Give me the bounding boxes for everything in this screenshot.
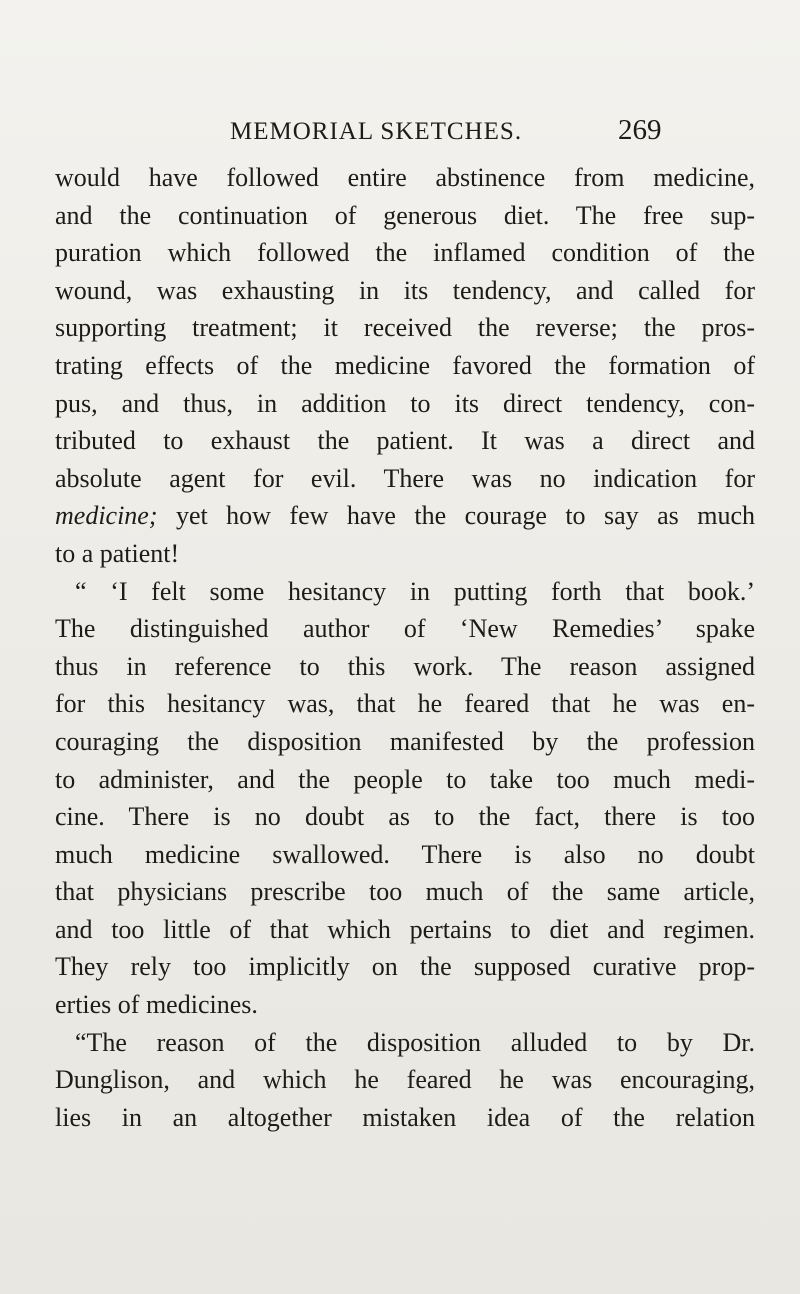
text-line — [55, 497, 755, 535]
text-line: supporting treatment; it received the reverse; the pros- — [55, 313, 755, 343]
text-line: that physicians prescribe too much of the same article, — [55, 877, 755, 907]
text-line: thus in reference to this work. The reason assigned — [55, 651, 755, 681]
text-line: much medicine swallowed. There is also no doubt — [55, 839, 755, 869]
page-header — [0, 114, 800, 158]
text-line: cine. There is no doubt as to the fact, there is too — [55, 802, 755, 832]
body-text — [55, 159, 755, 1136]
text-line: to administer, and the people to take too much medi- — [55, 764, 755, 794]
text-segment: yet how few have the courage to say as much — [157, 501, 755, 531]
text-line: couraging the disposition manifested by the profession — [55, 726, 755, 756]
text-line: The distinguished author of ‘New Remedies’ spake — [55, 614, 755, 644]
italic-word: medicine; — [55, 501, 158, 531]
text-line: puration which followed the inflamed condition of the — [55, 238, 755, 268]
text-line: “ ‘I felt some hesitancy in putting forth that book.’ — [75, 576, 755, 606]
text-line: would have followed entire abstinence from medicine, — [55, 163, 755, 192]
text-line: absolute agent for evil. There was no indication for — [55, 463, 755, 493]
text-line: wound, was exhausting in its tendency, and called for — [55, 275, 755, 305]
text-line: for this hesitancy was, that he feared that he was en- — [55, 689, 755, 719]
text-line: They rely too implicitly on the supposed curative prop- — [55, 952, 755, 982]
text-line: Dunglison, and which he feared he was encouraging, — [55, 1065, 755, 1095]
text-line: lies in an altogether mistaken idea of the relation — [55, 1102, 755, 1132]
text-line: to a patient! — [55, 538, 180, 568]
text-line: erties of medicines. — [55, 990, 258, 1020]
text-line: and too little of that which pertains to diet and regimen. — [55, 914, 755, 944]
page-number: 269 — [618, 114, 662, 146]
text-line: tributed to exhaust the patient. It was a direct and — [55, 426, 755, 456]
text-line: pus, and thus, in addition to its direct tendency, con- — [55, 388, 755, 418]
text-line: trating effects of the medicine favored the formation of — [55, 350, 755, 380]
text-line: “The reason of the disposition alluded to by Dr. — [75, 1027, 755, 1057]
running-head: MEMORIAL SKETCHES. — [230, 118, 523, 145]
text-line: and the continuation of generous diet. The free sup- — [55, 200, 755, 230]
